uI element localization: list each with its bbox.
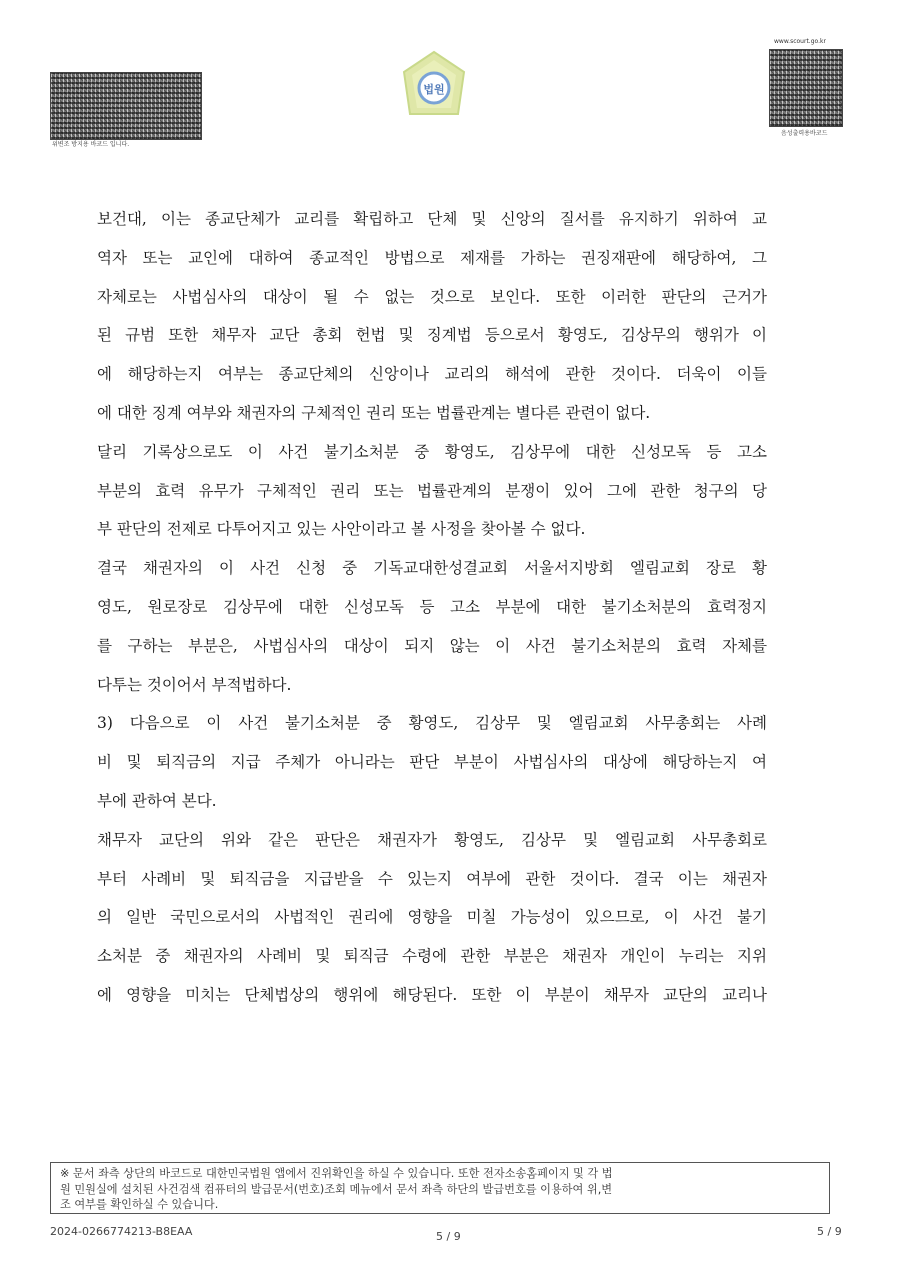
- audio-output-barcode: [769, 49, 843, 127]
- body-line: 소처분 중 채권자의 사례비 및 퇴직금 수령에 관한 부분은 채권자 개인이 누리는 지위: [97, 947, 767, 966]
- page-number-center: 5 / 9: [436, 1230, 461, 1243]
- body-line: 에 해당하는지 여부는 종교단체의 신앙이나 교리의 해석에 관한 것이다. 더욱이 이들: [97, 365, 767, 384]
- issue-number: 2024-0266774213-B8EAA: [50, 1225, 193, 1238]
- court-emblem-icon: [398, 48, 470, 128]
- court-emblem-text: 법원: [423, 83, 445, 96]
- page-number-right: 5 / 9: [817, 1225, 842, 1238]
- body-line: 영도, 원로장로 김상무에 대한 신성모독 등 고소 부분에 대한 불기소처분의 효력정지: [97, 597, 767, 616]
- body-line: 의 일반 국민으로서의 사법적인 권리에 영향을 미칠 가능성이 있으므로, 이 사건 불기: [97, 908, 767, 927]
- anti-forgery-barcode-caption: 위변조 방지용 바코드 입니다.: [52, 141, 130, 148]
- body-line: 달리 기록상으로도 이 사건 불기소처분 중 황영도, 김상무에 대한 신성모독 등 고소: [97, 442, 767, 461]
- body-line: 비 및 퇴직금의 지급 주체가 아니라는 판단 부분이 사법심사의 대상에 해당하는지 여: [97, 753, 767, 772]
- notice-line: 원 민원실에 설치된 사건검색 컴퓨터의 발급문서(번호)조회 메뉴에서 문서 좌측 하단의 발급번호를 이용하여 위,변: [60, 1182, 613, 1196]
- body-line: 보건대, 이는 종교단체가 교리를 확립하고 단체 및 신앙의 질서를 유지하기 위하여 교: [97, 210, 767, 228]
- document-body: [97, 200, 767, 1015]
- body-line: 부에 관하여 본다.: [97, 791, 217, 810]
- body-line: 부터 사례비 및 퇴직금을 지급받을 수 있는지 여부에 관한 것이다. 결국 이는 채권자: [97, 869, 767, 888]
- body-line: 역자 또는 교인에 대하여 종교적인 방법으로 제재를 가하는 권징재판에 해당하여, 그: [97, 248, 767, 267]
- body-line: 부 판단의 전제로 다투어지고 있는 사안이라고 볼 사정을 찾아볼 수 없다.: [97, 520, 586, 539]
- body-line: 에 대한 징계 여부와 채권자의 구체적인 권리 또는 법률관계는 별다른 관련이 없다.: [97, 403, 651, 422]
- body-line: 다투는 것이어서 부적법하다.: [97, 675, 292, 694]
- anti-forgery-barcode: [50, 72, 202, 140]
- body-line: 부분의 효력 유무가 구체적인 권리 또는 법률관계의 분쟁이 있어 그에 관한 청구의 당: [97, 481, 767, 500]
- body-line: 를 구하는 부분은, 사법심사의 대상이 되지 않는 이 사건 불기소처분의 효력 자체를: [97, 636, 767, 655]
- body-line: 에 영향을 미치는 단체법상의 행위에 해당된다. 또한 이 부분이 채무자 교단의 교리나: [97, 985, 767, 1004]
- notice-line: ※ 문서 좌측 상단의 바코드로 대한민국법원 앱에서 진위확인을 하실 수 있습니다. 또한 전자소송홈페이지 및 각 법: [60, 1167, 613, 1180]
- court-website-url: www.scourt.go.kr: [774, 38, 826, 45]
- body-line: 자체로는 사법심사의 대상이 될 수 없는 것으로 보인다. 또한 이러한 판단의 근거가: [97, 287, 767, 306]
- notice-line: 조 여부를 확인하실 수 있습니다.: [60, 1198, 219, 1211]
- body-line: 된 규범 또한 채무자 교단 총회 헌법 및 징계법 등으로서 황영도, 김상무의 행위가 이: [97, 326, 767, 345]
- body-line: 결국 채권자의 이 사건 신청 중 기독교대한성결교회 서울서지방회 엘림교회 장로 황: [97, 559, 767, 578]
- body-line: 채무자 교단의 위와 같은 판단은 채권자가 황영도, 김상무 및 엘림교회 사무총회로: [97, 830, 767, 849]
- verification-notice: [50, 1162, 830, 1214]
- audio-output-barcode-caption: 음성출력용바코드: [781, 130, 828, 137]
- body-line: 3) 다음으로 이 사건 불기소처분 중 황영도, 김상무 및 엘림교회 사무총회는 사례: [97, 714, 767, 733]
